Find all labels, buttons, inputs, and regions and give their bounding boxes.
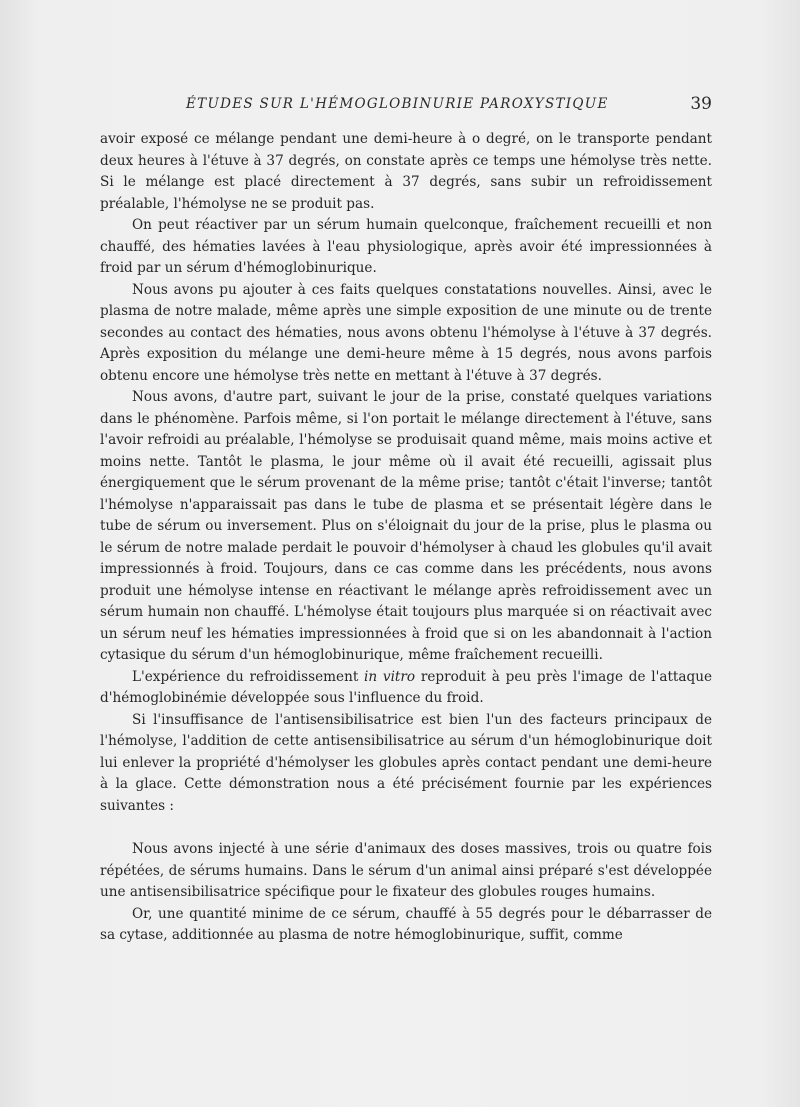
paragraph-reactivation: On peut réactiver par un sérum humain quelconque, fraîchement recueilli et non chauffé, des hématies lavées à l'eau physiologique, après avoir été impressionnées à froid par un sérum d'hémoglobinurique.: [100, 217, 712, 276]
body-text: [100, 129, 712, 947]
paragraph-new-findings: Nous avons pu ajouter à ces faits quelques constatations nouvelles. Ainsi, avec le plasma de notre malade, même après une simple exposition de une minute ou de trente secondes au contact des hématies, nous avons obtenu l'hémolyse à l'étuve à 37 degrés. Après exposition du mélange une demi-heure même à 15 degrés, nous avons parfois obtenu encore une hémolyse très nette en mettant à l'étuve à 37 degrés.: [100, 281, 712, 384]
page-number: 39: [690, 94, 712, 114]
paragraph-continuation: avoir exposé ce mélange pendant une demi-heure à o degré, on le transporte pendant deux heures à l'étuve à 37 degrés, on constate après ce temps une hémolyse très nette. Si le mélange est placé directement à 37 degrés, sans subir un refroidissement préalable, l'hémolyse ne se produit pas.: [100, 131, 712, 212]
in-vitro-text-after: reproduit à peu près l'image de l'attaque d'hémoglobinémie développée sous l'influence du froid.: [100, 668, 712, 706]
paragraph-in-vitro: [100, 667, 712, 710]
paragraph-serum-quantity: Or, une quantité minime de ce sérum, chauffé à 55 degrés pour le débarrasser de sa cytase, additionnée au plasma de notre hémoglobinurique, suffit, comme: [100, 905, 712, 943]
paragraph-antisensibilisatrice: Si l'insuffisance de l'antisensibilisatrice est bien l'un des facteurs principaux de l'hémolyse, l'addition de cette antisensibilisatrice au sérum d'un hémoglobinurique doit lui enlever la propriété d'hémolyser les globules après contact pendant une demi-heure à la glace. Cette démonstration nous a été précisément fournie par les expériences suivantes :: [100, 711, 712, 814]
running-head: [100, 96, 712, 118]
in-vitro-text-before: L'expérience du refroidissement: [132, 668, 365, 685]
paragraph-variations: Nous avons, d'autre part, suivant le jour de la prise, constaté quelques variations dans le phénomène. Parfois même, si l'on portait le mélange directement à l'étuve, sans l'avoir refroidi au préalable, l'hémolyse se produisait quand même, mais moins active et moins nette. Tantôt le plasma, le jour même où il avait été recueilli, agissait plus énergiquement que le sérum provenant de la même prise; tantôt c'était l'inverse; tantôt l'hémolyse n'apparaissait pas dans le tube de plasma et se présentait légère dans le tube de sérum ou inversement. Plus on s'éloignait du jour de la prise, plus le plasma ou le sérum de notre malade perdait le pouvoir d'hémolyser à chaud les globules qu'il avait impressionnés à froid. Toujours, dans ce cas comme dans les précédents, nous avons produit une hémolyse intense en réactivant le mélange après refroidissement avec un sérum humain non chauffé. L'hémolyse était toujours plus marquée si on réactivait avec un sérum neuf les hématies impressionnées à froid que si on les abandonnait à l'action cytasique du sérum d'un hémoglobinurique, même fraîchement recueilli.: [100, 389, 712, 663]
paragraph-injection: Nous avons injecté à une série d'animaux des doses massives, trois ou quatre fois répétées, de sérums humains. Dans le sérum d'un animal ainsi préparé s'est développée une antisensibilisatrice spécifique pour le fixateur des globules rouges humains.: [100, 841, 712, 900]
in-vitro-italic: in vitro: [364, 668, 416, 685]
running-head-title: ÉTUDES SUR L'HÉMOGLOBINURIE PAROXYSTIQUE: [186, 96, 609, 112]
